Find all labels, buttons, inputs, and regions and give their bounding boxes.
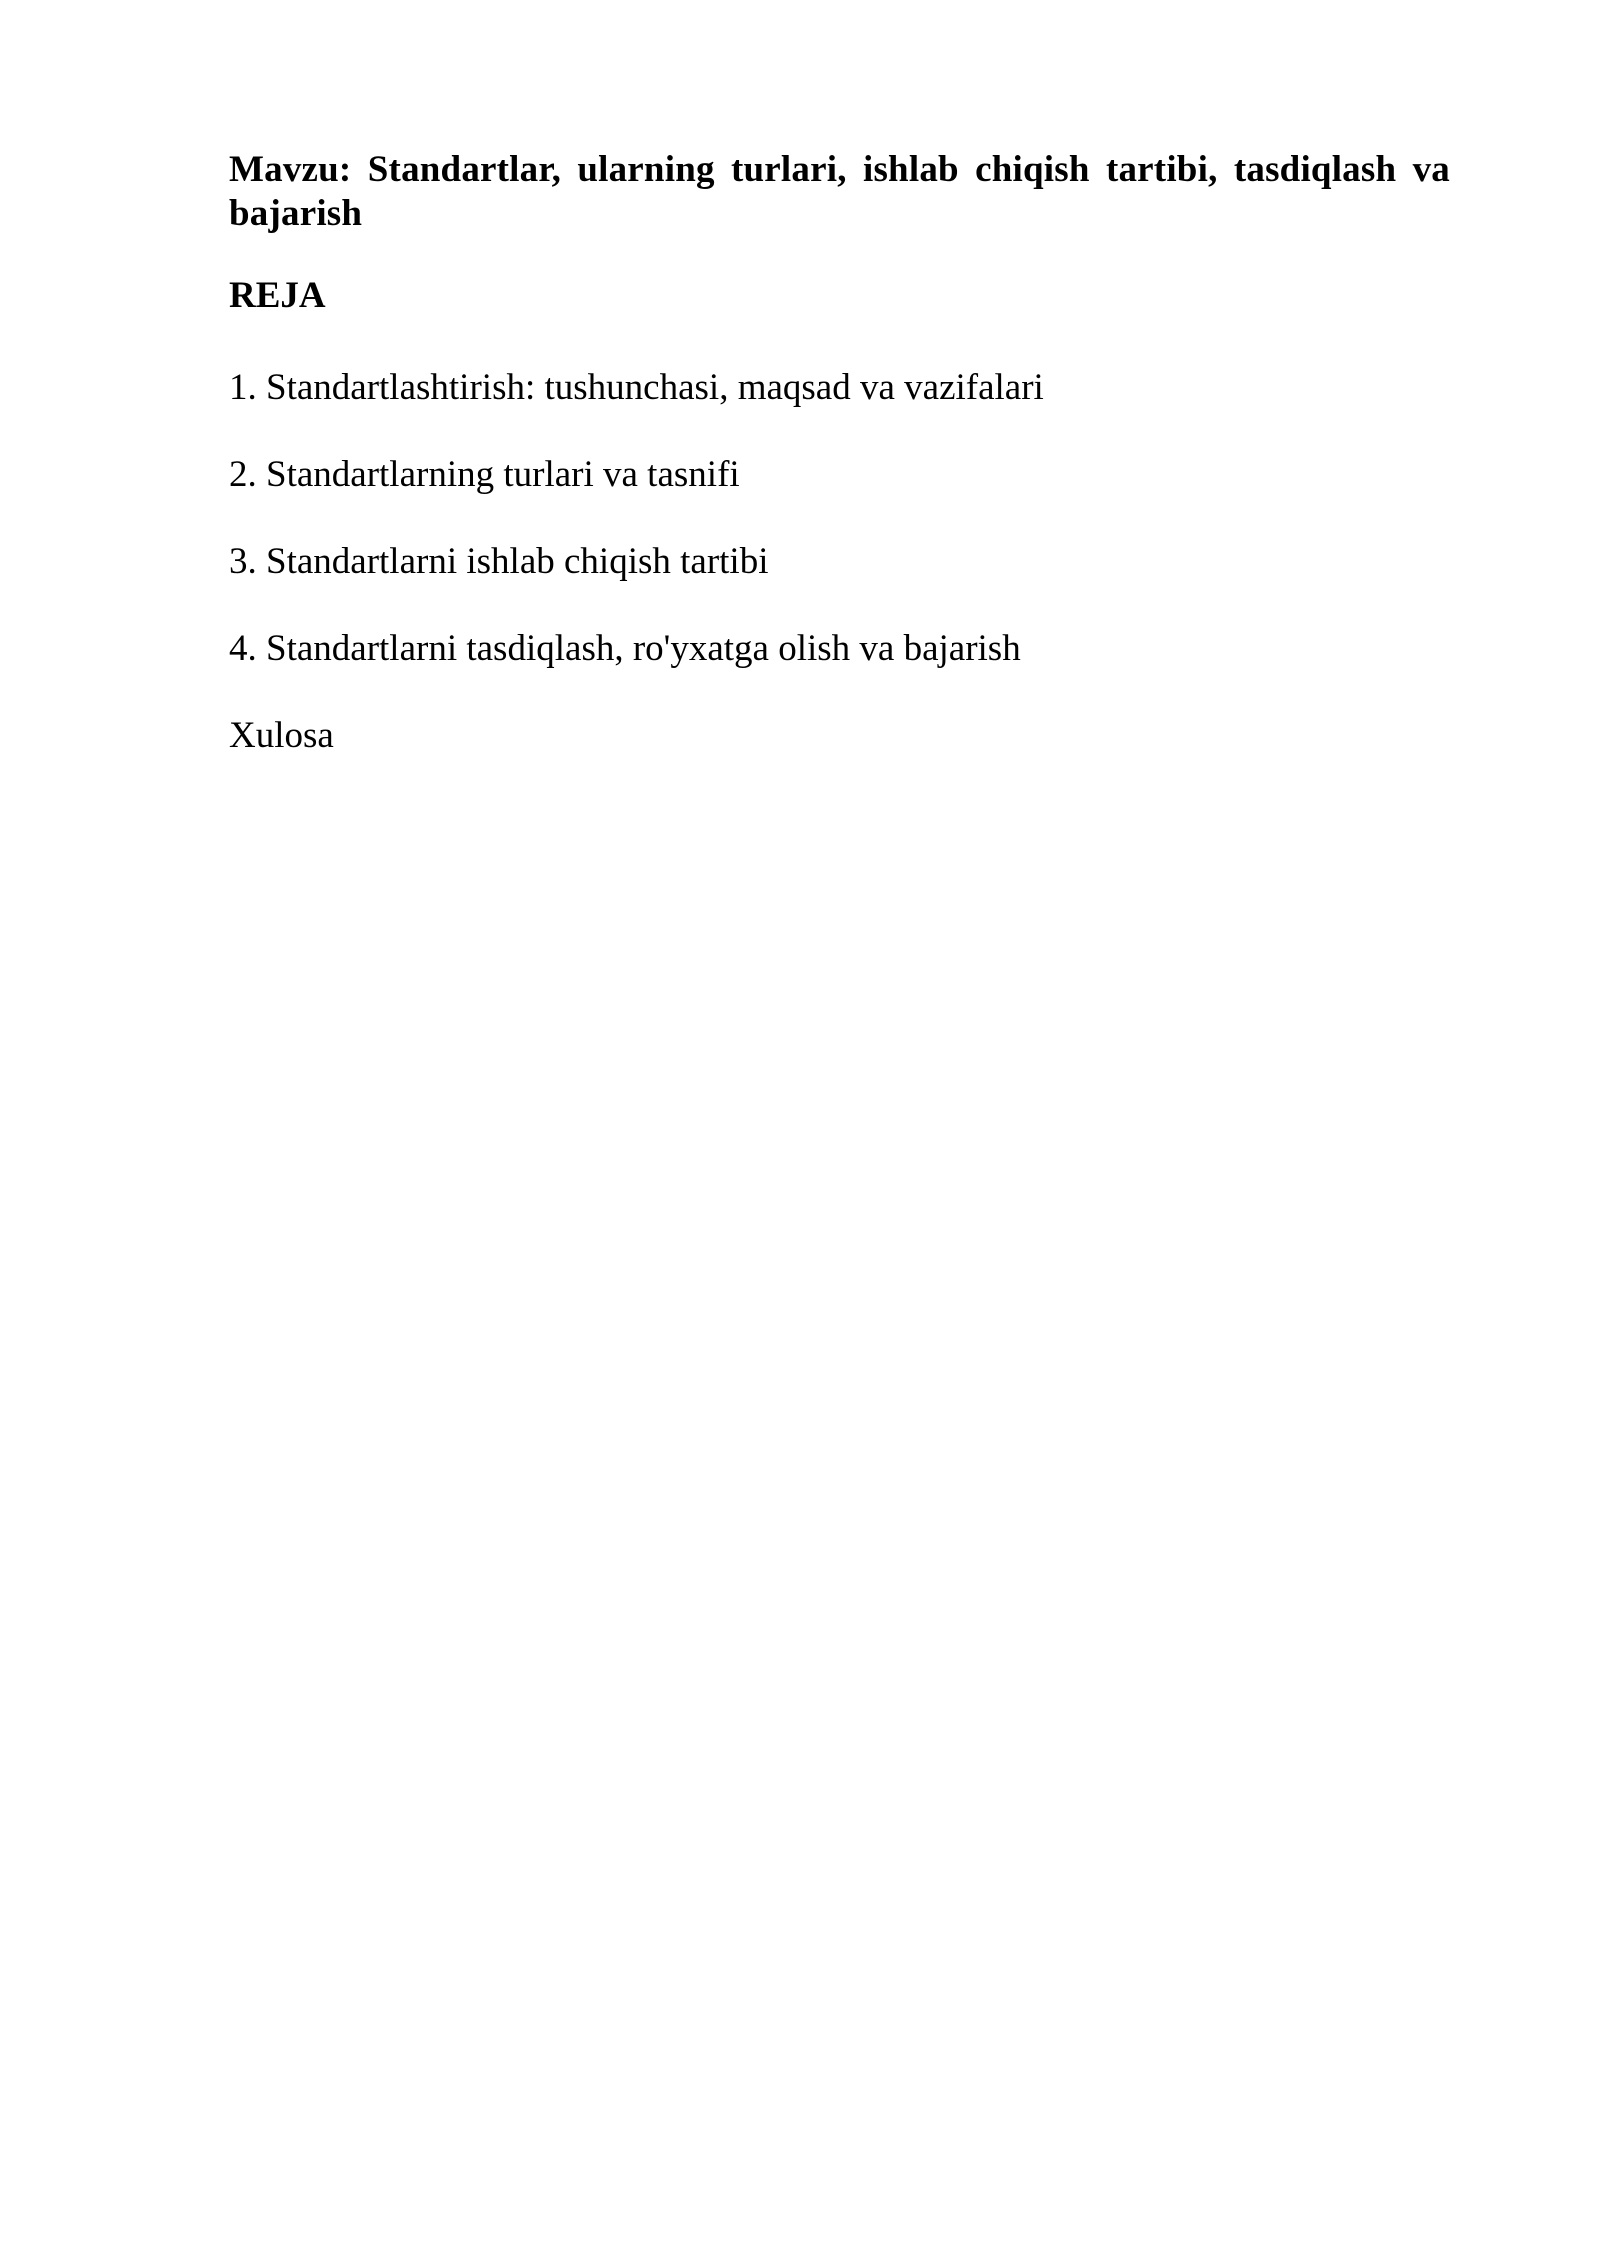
plan-item: 1. Standartlashtirish: tushunchasi, maqsad va vazifalari [229, 367, 1044, 408]
plan-heading: REJA [229, 275, 326, 316]
plan-list [229, 366, 1450, 671]
document-title: Mavzu: Standartlar, ularning turlari, ishlab chiqish tartibi, tasdiqlash va bajarish [229, 149, 1450, 234]
plan-item: 3. Standartlarni ishlab chiqish tartibi [229, 541, 769, 582]
conclusion-heading: Xulosa [229, 715, 334, 756]
plan-item: 2. Standartlarning turlari va tasnifi [229, 454, 740, 495]
document-content [229, 148, 1450, 758]
plan-item: 4. Standartlarni tasdiqlash, ro'yxatga olish va bajarish [229, 628, 1021, 669]
